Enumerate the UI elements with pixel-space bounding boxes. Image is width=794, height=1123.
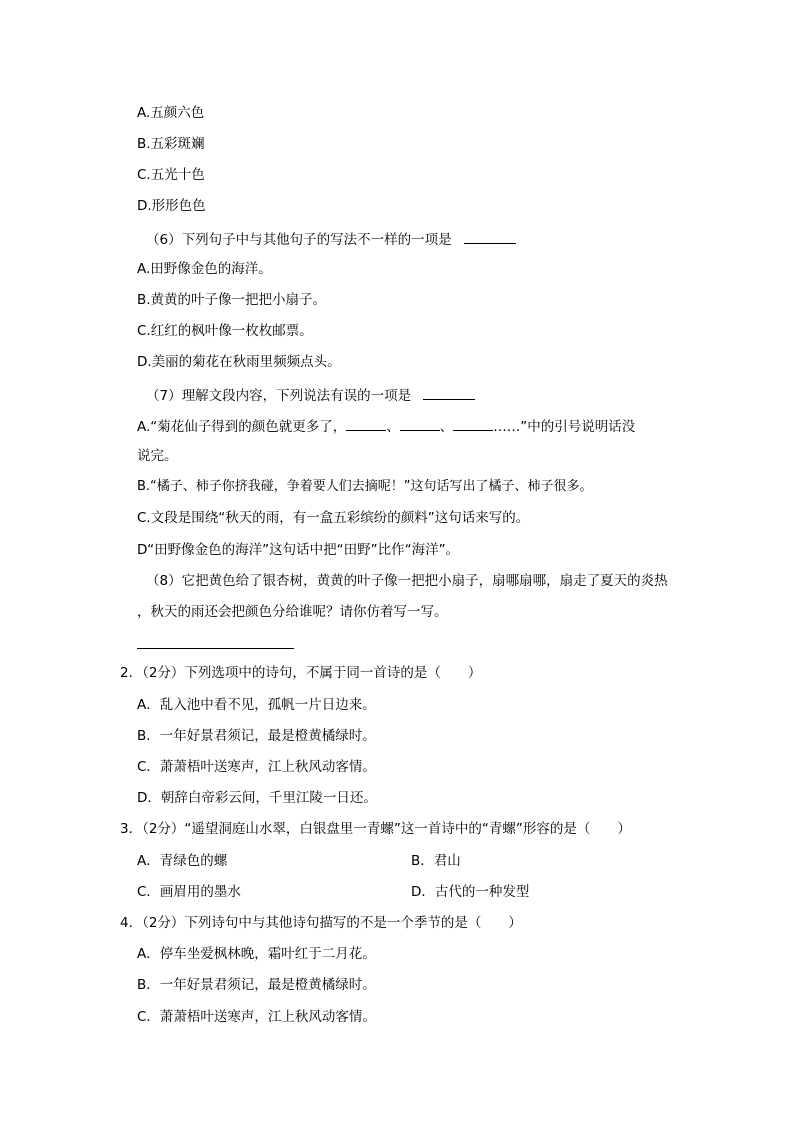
q3-option-a: A．青绿色的螺 [137,853,228,869]
q5-option-b: B.五彩斑斓 [137,136,205,152]
q7-option-a-part2: ……”中的引号说明话没 [493,419,636,435]
q7-option-a-part1: A.“菊花仙子得到的颜色就更多了， [137,419,347,435]
q4-option-c: C．萧萧梧叶送寒声，江上秋风动客情。 [137,1009,376,1025]
q3-option-c: C．画眉用的墨水 [137,884,241,900]
q2-option-d: D．朝辞白帝彩云间，千里江陵一日还。 [137,790,377,806]
q7-stem [146,385,475,405]
q4-stem: 4．（2分）下列诗句中与其他诗句描写的不是一个季节的是（ ） [120,915,522,931]
q3-option-d: D．古代的一种发型 [411,884,530,900]
q7-a-separator-1: 、 [386,419,400,435]
q6-option-d: D.美丽的菊花在秋雨里频频点头。 [137,354,341,370]
q7-a-blank-2 [400,416,440,431]
q7-a-blank-1 [346,416,386,431]
q2-option-b: B．一年好景君须记，最是橙黄橘绿时。 [137,728,376,744]
q8-stem-line2: ，秋天的雨还会把颜色分给谁呢？请你仿着写一写。 [137,604,448,620]
q4-option-a: A．停车坐爱枫林晚，霜叶红于二月花。 [137,946,376,962]
q5-option-a: A.五颜六色 [137,105,205,121]
q7-option-c: C.文段是围绕“秋天的雨，有一盒五彩缤纷的颜料”这句话来写的。 [137,510,530,526]
q3-stem: 3．（2分）“遥望洞庭山水翠，白银盘里一青螺”这一首诗中的“青螺”形容的是（ ） [120,821,631,837]
q7-a-blank-3 [453,416,493,431]
q7-a-separator-2: 、 [439,419,454,435]
q4-option-b: B．一年好景君须记，最是橙黄橘绿时。 [137,977,376,993]
q3-option-b: B．君山 [411,853,461,869]
q7-option-a-line2: 说完。 [137,448,178,464]
q7-option-a [137,416,635,436]
q8-stem-line1: （8）它把黄色给了银杏树，黄黄的叶子像一把把小扇子，扇哪扇哪，扇走了夏天的炎热 [146,573,668,589]
q2-option-a: A．乱入池中看不见，孤帆一片日边来。 [137,697,376,713]
q2-stem: 2．（2分）下列选项中的诗句，不属于同一首诗的是（ ） [120,665,482,681]
q7-option-b: B.“橘子、柿子你挤我碰，争着要人们去摘呢！”这句话写出了橘子、柿子很多。 [137,479,593,494]
q6-stem [146,229,516,249]
q8-answer-line[interactable] [137,648,294,649]
q6-option-c: C.红红的枫叶像一枚枚邮票。 [137,323,313,339]
q2-option-c: C．萧萧梧叶送寒声，江上秋风动客情。 [137,759,376,775]
q6-option-b: B.黄黄的叶子像一把把小扇子。 [137,292,327,308]
q5-option-c: C.五光十色 [137,167,205,183]
q7-answer-blank[interactable] [423,385,475,400]
q7-stem-text: （7）理解文段内容，下列说法有误的一项是 [146,388,412,404]
q7-option-d: D“田野像金色的海洋”这句话中把“田野”比作“海洋”。 [137,542,460,558]
q6-stem-text: （6）下列句子中与其他句子的写法不一样的一项是 [146,232,452,248]
q5-option-d: D.形形色色 [137,198,206,214]
q6-option-a: A.田野像金色的海洋。 [137,261,272,277]
q6-answer-blank[interactable] [464,229,516,244]
